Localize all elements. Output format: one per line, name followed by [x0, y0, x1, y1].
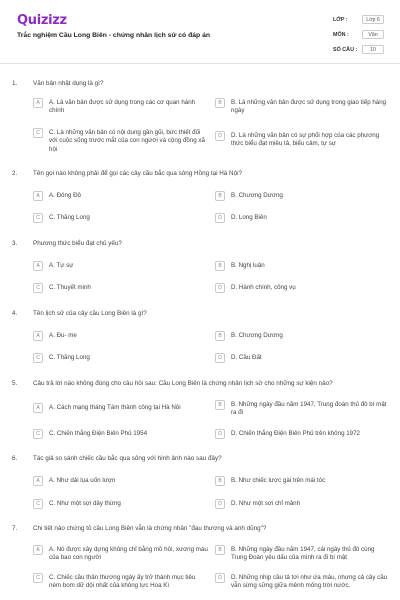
question-text: Chi tiết nào chứng tỏ cầu Long Biên vẫn là chứng nhân "đau thương và anh dũng"?: [33, 525, 267, 532]
option-letter-badge: C: [33, 353, 43, 363]
option-text: B. Như chiếc lược gài trên mái tóc: [231, 477, 326, 484]
option-letter-badge: C: [33, 499, 43, 509]
option-text: D. Chiến thắng Điện Biên Phủ trên không 1972: [231, 430, 360, 437]
option-letter-badge: A: [33, 545, 43, 555]
option-text: C. Chiếc cầu thân thương ngày ấy trở thành mục tiêu ném bom dữ dội nhất của không lực Hoa Kì: [49, 574, 196, 590]
option-letter-badge: B: [215, 476, 225, 486]
question-text: Tác giả so sánh chiếc cầu bắc qua sông với hình ảnh nào sau đây?: [33, 455, 222, 462]
option-letter-badge: C: [33, 213, 43, 223]
option-letter-badge: D: [215, 213, 225, 223]
option-text: D. Cầu Đất: [231, 354, 262, 361]
question-number: 2.: [12, 170, 18, 177]
option-letter-badge: A: [33, 191, 43, 201]
option-text: B. Những ngày đầu năm 1947, Trung đoàn thủ đô bí mật ra đi: [231, 401, 387, 417]
option-text: C. Chiến thắng Điện Biên Phủ 1954: [49, 430, 148, 437]
option-letter-badge: A: [33, 261, 43, 271]
quizizz-logo: Quizizz: [17, 13, 67, 28]
option-letter-badge: D: [215, 499, 225, 509]
option-letter-badge: D: [215, 131, 225, 141]
question-number: 3.: [12, 240, 18, 247]
grade-label: LỚP :: [333, 17, 348, 23]
option-letter-badge: A: [33, 476, 43, 486]
option-letter-badge: A: [33, 331, 43, 341]
option-letter-badge: A: [33, 98, 43, 108]
option-text: A. Nó được xây dựng không chỉ bằng mồ hôi, xương máu của bao con người: [49, 546, 208, 562]
question-number: 5.: [12, 380, 18, 387]
question-number: 4.: [12, 310, 18, 317]
question-count-label: SỐ CÂU :: [333, 47, 358, 53]
option-text: D. Là những văn bản có sự phối hợp của các phương thức biểu đạt miêu tả, biểu cảm, tự sự: [231, 132, 380, 148]
option-text: A. Cách mạng tháng Tám thành công tại Hà Nội: [49, 404, 181, 411]
option-letter-badge: A: [33, 403, 43, 413]
option-text: B. Chương Dương: [231, 192, 283, 199]
option-text: B. Những ngày đầu năm 1947, cái ngày thủ đô cùng Trung Đoàn yêu dấu của mình ra đi bí mật: [231, 546, 375, 562]
option-letter-badge: D: [215, 283, 225, 293]
option-text: B. Chương Dương: [231, 332, 283, 339]
option-letter-badge: B: [215, 545, 225, 555]
question-text: Văn bản nhật dụng là gì?: [33, 80, 104, 87]
option-text: C. Là những văn bản có nội dung gần gũi, bức thiết đối với cuộc sống trước mắt của con người và cộng đồng xã hội: [49, 129, 205, 153]
option-text: A. Đu- me: [49, 332, 77, 339]
option-letter-badge: D: [215, 429, 225, 439]
option-letter-badge: D: [215, 353, 225, 363]
page-title: Trắc nghiệm Cầu Long Biên - chứng nhân lịch sử có đáp án: [17, 32, 211, 39]
option-letter-badge: C: [33, 573, 43, 583]
option-letter-badge: B: [215, 400, 225, 410]
option-letter-badge: B: [215, 98, 225, 108]
option-text: A. Như dải lụa uốn lượn: [49, 477, 116, 484]
option-text: D. Như một sợi chỉ mảnh: [231, 500, 301, 507]
option-letter-badge: B: [215, 191, 225, 201]
option-letter-badge: C: [33, 283, 43, 293]
option-text: D. Long Biên: [231, 214, 267, 221]
question-number: 1.: [12, 80, 18, 87]
option-text: A. Đông Đô: [49, 192, 81, 199]
subject-field: Văn: [362, 30, 384, 39]
question-number: 6.: [12, 455, 18, 462]
subject-label: MÔN :: [333, 32, 349, 38]
question-count-field: 10: [362, 45, 384, 54]
question-text: Câu trả lời nào không đúng cho câu hỏi sau: Cầu Long Biên là chứng nhân lịch sử cho những sự kiện nào?: [33, 380, 333, 387]
grade-field: Lớp 6: [362, 15, 384, 24]
question-text: Tên lịch sử của cây cầu Long Biên là gì?: [33, 310, 147, 317]
option-text: D. Hành chính, công vụ: [231, 284, 296, 291]
option-text: C. Như một sợi dây thừng: [49, 500, 121, 507]
question-number: 7.: [12, 525, 18, 532]
option-text: A. Là văn bản được sử dụng trong các cơ quan hành chính: [49, 99, 196, 115]
option-text: B. Nghị luận: [231, 262, 265, 269]
page-header: [0, 0, 400, 62]
option-text: B. Là những văn bản được sử dụng trong giao tiếp hàng ngày: [231, 99, 387, 115]
header-divider: [0, 63, 400, 64]
option-letter-badge: C: [33, 128, 43, 138]
option-text: A. Tự sự: [49, 262, 74, 269]
option-text: C. Thăng Long: [49, 214, 90, 221]
option-letter-badge: C: [33, 429, 43, 439]
option-text: C. Thuyết minh: [49, 284, 91, 291]
option-letter-badge: D: [215, 573, 225, 583]
question-text: Tên gọi nào không phải để gọi các cây cầu bắc qua sông Hồng tại Hà Nội?: [33, 170, 242, 177]
option-letter-badge: B: [215, 261, 225, 271]
question-text: Phương thức biểu đạt chủ yếu?: [33, 240, 122, 247]
option-text: D. Những nhịp cầu tả tơi như ứa máu, nhưng cả cây cầu vẫn sừng sững giữa mênh mông trời nước.: [231, 574, 388, 590]
option-letter-badge: B: [215, 331, 225, 341]
option-text: C. Thăng Long: [49, 354, 90, 361]
